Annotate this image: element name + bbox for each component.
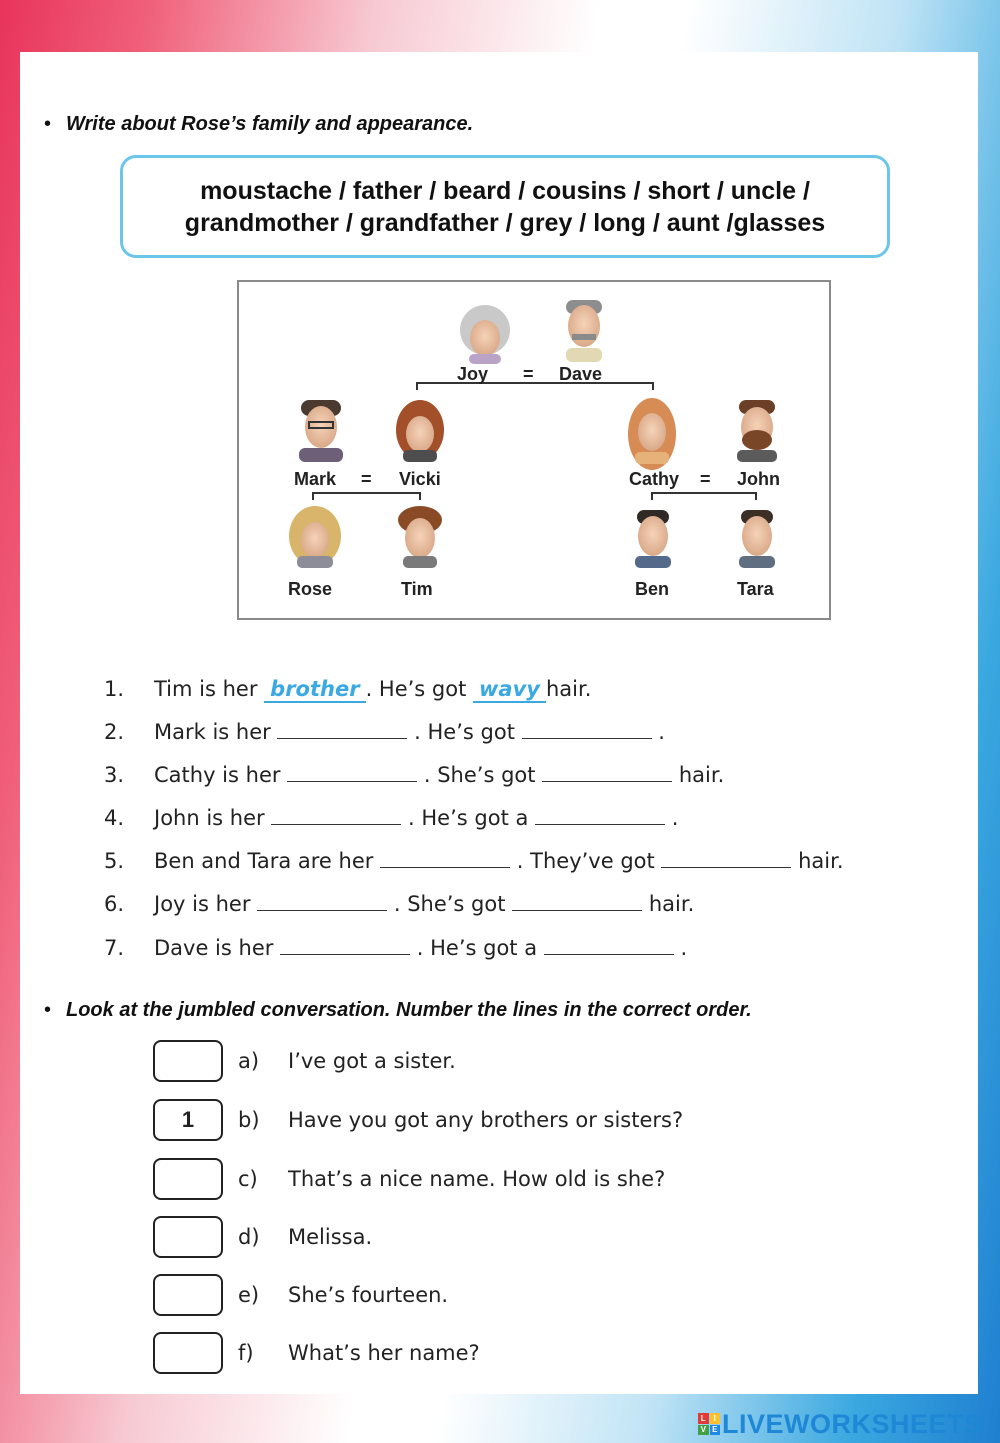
name-joy: Joy	[457, 364, 489, 384]
conversation-line-d	[153, 1214, 372, 1260]
conversation-line-f	[153, 1330, 480, 1376]
name-dave: Dave	[559, 364, 603, 384]
sentence-part: Ben and Tara are her	[154, 849, 374, 873]
order-number-box[interactable]	[153, 1274, 223, 1316]
sentence-part: . He’s got	[414, 720, 515, 744]
answer-field[interactable]	[535, 806, 665, 825]
conversation-line-a	[153, 1038, 456, 1084]
sentence-3	[104, 763, 724, 787]
answer-field[interactable]	[661, 849, 791, 868]
sentence-5	[104, 849, 844, 873]
sentence-number: 3.	[104, 763, 125, 787]
sentence-part: John is her	[154, 806, 265, 830]
conversation-line-b	[153, 1097, 683, 1143]
mark-portrait	[299, 400, 343, 462]
line-text: Melissa.	[288, 1225, 373, 1249]
order-number-box[interactable]	[153, 1332, 223, 1374]
sentence-part: .	[671, 806, 679, 830]
sentence-1	[104, 677, 591, 701]
line-letter: a)	[238, 1049, 260, 1073]
joy-portrait	[460, 305, 510, 364]
sentence-part: .	[658, 720, 665, 744]
line-letter: d)	[238, 1225, 260, 1249]
answer-field[interactable]	[544, 936, 674, 955]
family-tree	[237, 280, 831, 620]
ben-portrait	[635, 510, 671, 568]
word-bank-line-2: grandmother / grandfather / grey / long / aunt /glasses	[184, 208, 826, 237]
sentence-number: 1.	[104, 677, 125, 701]
line-text: That’s a nice name. How old is she?	[288, 1167, 666, 1191]
equals-sign: =	[361, 469, 372, 489]
family-tree-graphic	[239, 282, 833, 622]
answer-field[interactable]	[257, 892, 387, 911]
order-number-box[interactable]	[153, 1158, 223, 1200]
name-cathy: Cathy	[629, 469, 680, 489]
sentence-part: Dave is her	[154, 936, 274, 960]
sentence-part: . He’s got	[365, 677, 467, 701]
sentence-part: Tim is her	[154, 677, 258, 701]
john-portrait	[737, 400, 777, 462]
sentence-part: hair.	[678, 763, 725, 787]
sentence-number: 6.	[104, 892, 125, 916]
name-tim: Tim	[401, 579, 433, 599]
sentence-part: hair.	[798, 849, 844, 873]
answer-field[interactable]	[277, 720, 407, 739]
sentence-6	[104, 892, 694, 916]
order-number-box[interactable]	[153, 1216, 223, 1258]
sentence-part: . They’ve got	[516, 849, 655, 873]
sentence-part: . She’s got	[393, 892, 506, 916]
sentence-number: 4.	[104, 806, 125, 830]
rose-portrait	[289, 506, 341, 568]
liveworksheets-logo[interactable]	[698, 1409, 983, 1439]
line-letter: f)	[238, 1341, 254, 1365]
logo-text: LIVEWORKSHEETS	[722, 1408, 983, 1439]
line-text: I’ve got a sister.	[288, 1049, 456, 1073]
logo-letter: V	[698, 1425, 709, 1436]
conversation-line-c	[153, 1156, 665, 1202]
answer-field[interactable]	[287, 763, 417, 782]
conversation-line-e	[153, 1272, 448, 1318]
sentence-part: .	[680, 936, 688, 960]
logo-letter: E	[710, 1425, 721, 1436]
answer-field[interactable]	[271, 806, 401, 825]
vicki-portrait	[396, 400, 444, 462]
instruction-1	[44, 113, 473, 136]
answer-field[interactable]	[280, 936, 410, 955]
tree-lines	[313, 383, 756, 500]
sentence-part: . She’s got	[423, 763, 536, 787]
answer-field[interactable]: brother	[264, 677, 365, 703]
equals-sign: =	[700, 469, 711, 489]
answer-field[interactable]	[380, 849, 510, 868]
sentence-part: Mark is her	[154, 720, 271, 744]
sentence-part: Joy is her	[154, 892, 251, 916]
sentence-2	[104, 720, 665, 744]
answer-field[interactable]	[512, 892, 642, 911]
name-ben: Ben	[635, 579, 670, 599]
sentence-4	[104, 806, 678, 830]
sentence-part: hair.	[545, 677, 592, 701]
line-text: What’s her name?	[288, 1341, 480, 1365]
instruction-text: Write about Rose’s family and appearance.	[66, 113, 474, 135]
tim-portrait	[398, 506, 442, 568]
sentence-number: 5.	[104, 849, 125, 873]
order-number-box[interactable]: 1	[153, 1099, 223, 1141]
instruction-2	[44, 999, 752, 1022]
sentence-part: hair.	[648, 892, 695, 916]
name-tara: Tara	[737, 579, 774, 599]
sentence-7	[104, 936, 687, 960]
answer-field[interactable]: wavy	[473, 677, 546, 703]
line-letter: b)	[238, 1108, 260, 1132]
dave-portrait	[566, 300, 602, 362]
line-letter: c)	[238, 1167, 258, 1191]
sentence-number: 7.	[104, 936, 125, 960]
bullet: •	[44, 113, 52, 135]
name-vicki: Vicki	[399, 469, 441, 489]
bullet: •	[44, 999, 52, 1021]
sentence-part: . He’s got a	[408, 806, 529, 830]
line-text: She’s fourteen.	[288, 1283, 449, 1307]
tara-portrait	[739, 510, 775, 568]
order-number-box[interactable]	[153, 1040, 223, 1082]
instruction-text: Look at the jumbled conversation. Number the lines in the correct order.	[66, 999, 752, 1021]
sentence-number: 2.	[104, 720, 125, 744]
sentence-part: . He’s got a	[416, 936, 538, 960]
name-mark: Mark	[294, 469, 337, 489]
name-rose: Rose	[288, 579, 333, 599]
word-bank-line-1: moustache / father / beard / cousins / short / uncle /	[200, 176, 810, 205]
answer-field[interactable]	[522, 720, 652, 739]
line-text: Have you got any brothers or sisters?	[288, 1108, 684, 1132]
logo-letter: I	[710, 1413, 721, 1424]
line-letter: e)	[238, 1283, 260, 1307]
equals-sign: =	[523, 364, 534, 384]
name-john: John	[737, 469, 780, 489]
liveworksheets-logo-icon	[698, 1413, 720, 1435]
logo-letter: L	[698, 1413, 709, 1424]
word-bank	[120, 155, 890, 258]
cathy-portrait	[628, 398, 676, 470]
sentence-part: Cathy is her	[154, 763, 281, 787]
worksheet-page	[20, 52, 978, 1394]
answer-field[interactable]	[542, 763, 672, 782]
